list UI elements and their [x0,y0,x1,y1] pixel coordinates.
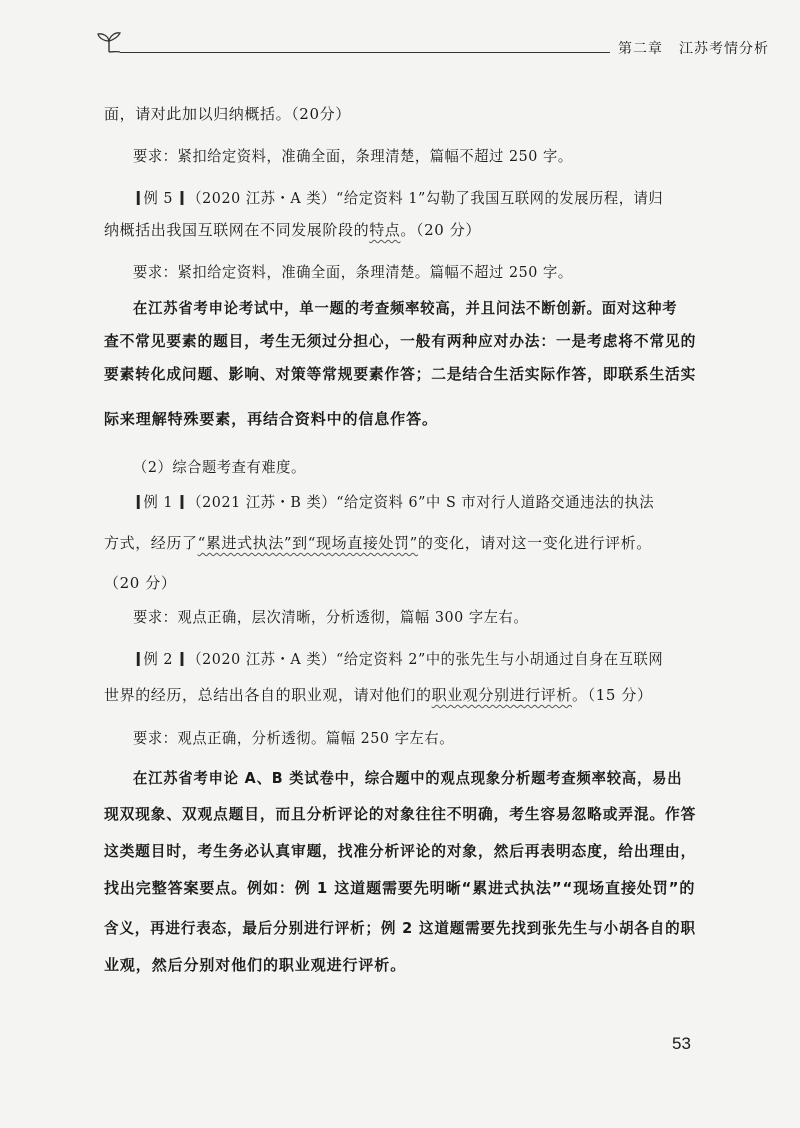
wavy-underlined-text: 特点 [369,221,401,239]
text-segment: 世界的经历，总结出各自的职业观，请对他们的 [104,686,432,704]
chapter-title: 江苏考情分析 [679,41,769,57]
chapter-heading [618,38,769,58]
text-segment: 。（20 分） [400,221,481,239]
example-bar-right [181,652,184,666]
analysis-line: 际来理解特殊要素，再结合资料中的信息作答。 [104,410,438,428]
requirement-line: 要求：观点正确，层次清晰，分析透彻，篇幅 300 字左右。 [133,608,529,626]
analysis-line: 含义，再进行表态，最后分别进行评析；例 2 这道题需要先找到张先生与小胡各自的职 [104,919,696,937]
running-header [96,30,769,60]
wavy-underlined-text: “累进式执法”到“现场直接处罚” [197,534,418,552]
text-line [104,533,696,553]
page-number: 53 [672,1034,691,1053]
example-bar-left [137,495,140,509]
analysis-line: 业观，然后分别对他们的职业观进行评析。 [104,956,407,974]
example-label: 例 1 [143,493,174,511]
analysis-line: 在江苏省考申论考试中，单一题的考查频率较高，并且问法不断创新。面对这种考 [133,299,678,317]
text-line [104,220,696,240]
analysis-line: 现双现象、双观点题目，而且分析评论的对象往往不明确，考生容易忽略或弄混。作答 [104,805,697,823]
requirement-line: 要求：观点正确，分析透彻。篇幅 250 字左右。 [133,729,455,747]
analysis-line: 要素转化成问题、影响、对策等常规要素作答；二是结合生活实际作答，即联系生活实 [104,365,697,383]
example-label: 例 2 [143,650,174,668]
example-heading [133,492,696,512]
chapter-number: 第二章 [618,41,663,57]
section-heading: （2）综合题考查有难度。 [133,458,306,476]
text-segment: 的变化，请对这一变化进行评析。 [417,534,652,552]
text-line: 面，请对此加以归纳概括。（20分） [104,105,351,123]
example-label: 例 5 [143,189,174,207]
header-rule [120,52,610,53]
example-bar-left [137,191,140,205]
example-text: （2020 江苏・A 类）“给定资料 1”勾勒了我国互联网的发展历程，请归 [187,189,664,207]
requirement-line: 要求：紧扣给定资料，准确全面，条理清楚，篇幅不超过 250 字。 [133,147,573,165]
analysis-line: 这类题目时，考生务必认真审题，找准分析评论的对象，然后再表明态度，给出理由， [104,842,697,860]
analysis-line: 在江苏省考申论 A、B 类试卷中，综合题中的观点现象分析题考查频率较高，易出 [133,769,683,787]
example-heading [133,649,696,669]
wavy-underlined-text: 职业观分别进行评析 [431,686,573,704]
example-text: （2020 江苏・A 类）“给定资料 2”中的张先生与小胡通过自身在互联网 [187,650,664,668]
example-heading [133,188,696,208]
text-segment: 纳概括出我国互联网在不同发展阶段的 [104,221,370,239]
analysis-line: 查不常见要素的题目，考生无须过分担心，一般有两种应对办法：一是考虑将不常见的 [104,332,697,350]
example-bar-right [181,191,184,205]
text-segment: 方式，经历了 [104,534,198,552]
example-bar-left [137,652,140,666]
text-line [104,685,696,705]
text-line: （20 分） [104,574,177,592]
example-text: （2021 江苏・B 类）“给定资料 6”中 S 市对行人道路交通违法的执法 [187,493,655,511]
example-bar-right [181,495,184,509]
requirement-line: 要求：紧扣给定资料，准确全面，条理清楚。篇幅不超过 250 字。 [133,263,573,281]
text-segment: 。（15 分） [572,686,653,704]
analysis-line: 找出完整答案要点。例如：例 1 这道题需要先明晰“累进式执法”“现场直接处罚”的 [104,879,696,897]
leaf-ornament-icon [96,32,122,54]
